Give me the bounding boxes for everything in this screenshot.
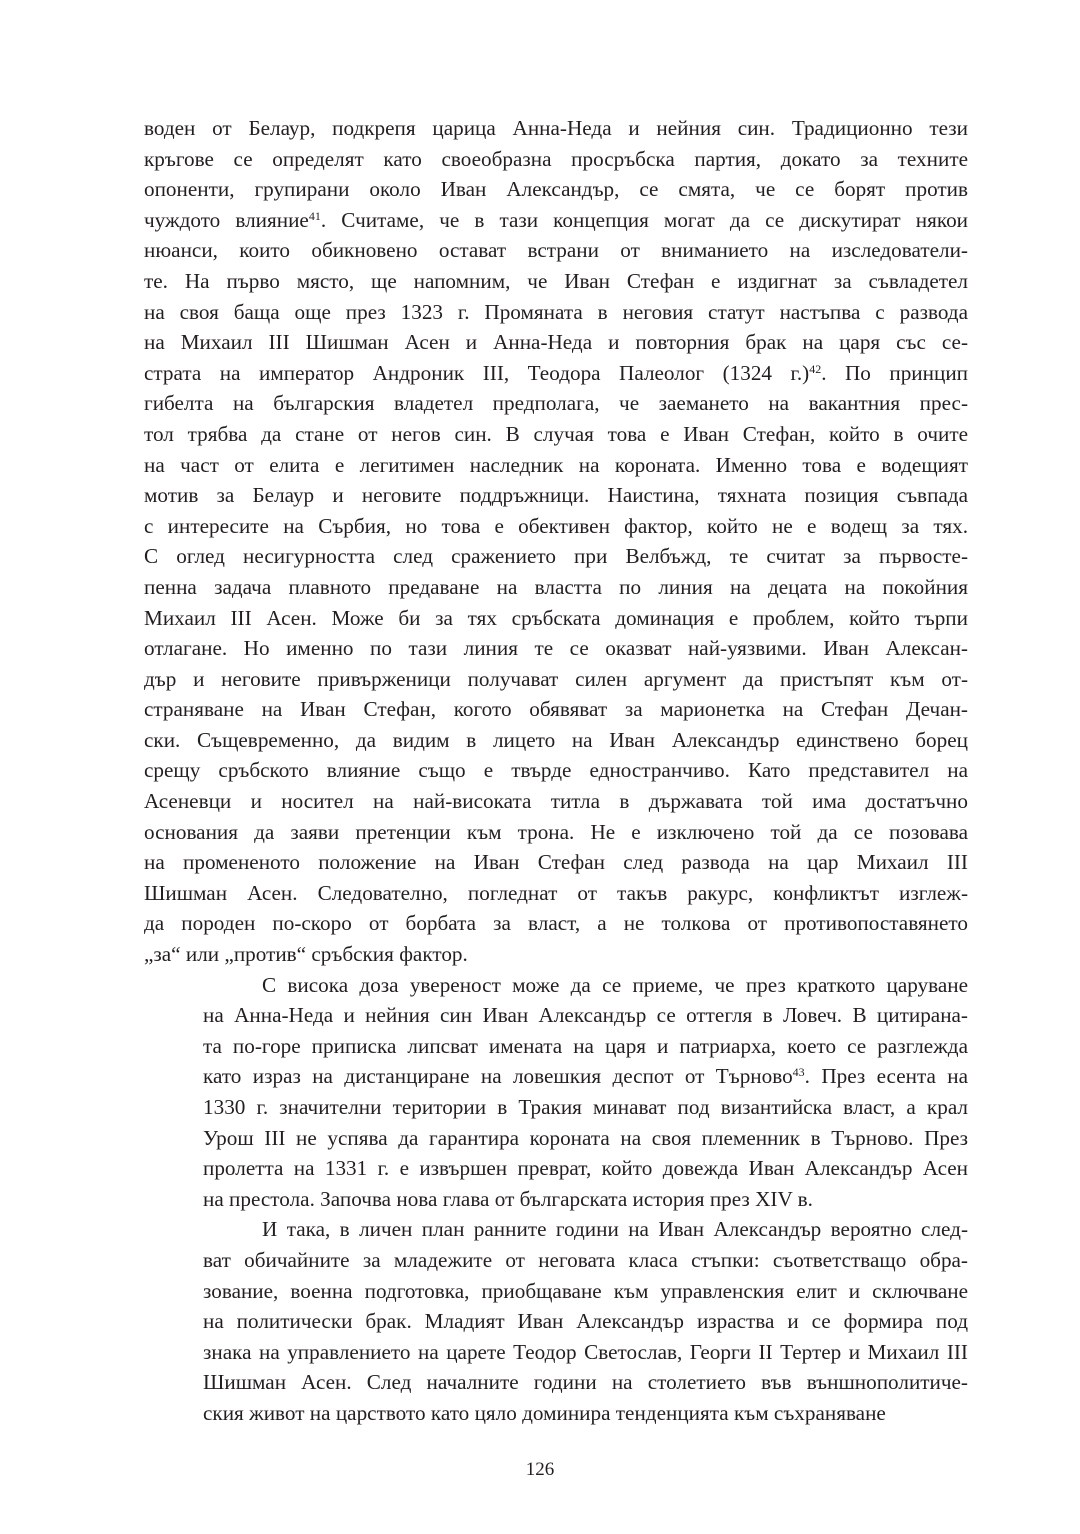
text-segment: на промененото положение на Иван Стефан след развода на цар Михаил III [144,850,968,875]
text-segment: С оглед несигурността след сражението при Велбъжд, те считат за първосте- [144,544,968,569]
text-line [144,1153,968,1184]
text-segment: на политически брак. Младият Иван Александър израства и се формира под [203,1309,968,1334]
text-segment: на своя баща още през 1323 г. Промяната в неговия статут настъпва с развода [144,299,968,324]
text-line [144,664,968,695]
text-segment: срещу сръбското влияние също е твърде едностранчиво. Като представител на [144,758,968,783]
text-line [144,1184,968,1215]
text-line [144,205,968,236]
text-segment: Шишман Асен. След началните години на столетието във външнополитиче- [203,1370,968,1395]
text-segment: воден от Белаур, подкрепя царица Анна-Неда и нейния син. Традиционно тези [144,116,968,140]
text-line [144,1031,968,1062]
text-line [144,1276,968,1307]
text-segment: знака на управлението на царете Теодор Светослав, Георги II Тертер и Михаил III [203,1339,968,1364]
text-segment: дър и неговите привърженици получават силен аргумент да пристъпят към от- [144,666,968,691]
text-line [144,480,968,511]
text-segment: чуждото влияние [144,207,309,232]
text-line [144,755,968,786]
text-segment: страта на император Андроник III, Теодора Палеолог (1324 г.) [144,360,810,385]
text-line [144,878,968,909]
text-line [144,1000,968,1031]
text-segment: да породен по-скоро от борбата за власт, а не толкова от противопоставянето [144,911,968,936]
text-line [144,327,968,358]
text-line [144,541,968,572]
text-line [144,1398,968,1429]
text-line [144,786,968,817]
text-line [144,1214,968,1245]
text-line [144,1245,968,1276]
text-segment: . През есента на [804,1064,968,1089]
text-line [144,297,968,328]
text-segment: ски. Същевременно, да видим в лицето на Иван Александър единствено борец [144,727,968,752]
paragraph [144,1214,968,1428]
text-line [144,572,968,603]
text-segment: зование, военна подготовка, приобщаване към управленския елит и сключване [203,1278,968,1303]
text-line [144,847,968,878]
text-line [144,266,968,297]
text-line [144,817,968,848]
text-segment: основания да заяви претенции към трона. Не е изключено той да се позовава [144,819,968,844]
text-line [144,633,968,664]
text-segment: И така, в личен план ранните години на Иван Александър вероятно след- [262,1217,968,1242]
footnote-ref: 43 [792,1065,805,1080]
text-line [144,1367,968,1398]
page-number: 126 [525,1459,555,1480]
text-segment: 1330 г. значителни територии в Тракия минават под византийска власт, а крал [203,1095,968,1119]
text-line [144,939,968,970]
text-segment: кръгове се определят като своеобразна просръбска партия, докато за техните [144,146,968,171]
text-segment: мотив за Белаур и неговите поддръжници. Наистина, тяхната позиция съвпада [144,483,968,508]
text-line [144,1337,968,1368]
text-segment: гибелта на българския владетел предполага, че заемането на вакантния прес- [144,391,968,416]
text-line [144,144,968,175]
text-segment: Михаил III Асен. Може би за тях сръбската доминация е проблем, който търпи [144,605,968,630]
text-segment: като израз на дистанциране на ловешкия деспот от Търново [203,1064,793,1089]
text-segment: тол трябва да стане от негов син. В случая това е Иван Стефан, който в очите [144,421,968,446]
text-line [144,113,968,144]
text-line [144,388,968,419]
text-segment: опоненти, групирани около Иван Александър, се смята, че се борят против [144,177,968,202]
text-segment: на престола. Започва нова глава от българската история през XIV в. [203,1186,813,1211]
text-segment: страняване на Иван Стефан, когото обявяват за марионетка на Стефан Дечан- [144,697,968,722]
text-segment: ския живот на царството като цяло доминира тенденцията към съхраняване [203,1400,886,1425]
text-segment: на Михаил III Шишман Асен и Анна-Неда и повторния брак на царя със се- [144,330,968,355]
text-line [144,603,968,634]
text-line [144,1123,968,1154]
text-segment: „за“ или „против“ сръбския фактор. [144,942,468,967]
text-line [144,358,968,389]
text-line [144,235,968,266]
text-line [144,970,968,1001]
text-segment: пролетта на 1331 г. е извършен преврат, който довежда Иван Александър Асен [203,1156,968,1181]
footnote-ref: 42 [809,361,822,376]
body-text [144,113,968,1429]
text-line [144,1306,968,1337]
paragraph [144,113,968,970]
text-line [144,419,968,450]
text-segment: . Считаме, че в тази концепция могат да се дискутират някои [320,207,968,232]
paragraph [144,970,968,1215]
text-line [144,174,968,205]
text-line [144,694,968,725]
text-segment: Шишман Асен. Следователно, погледнат от такъв ракурс, конфликтът изглеж- [144,880,968,905]
text-segment: . По принцип [821,360,968,385]
text-segment: на част от елита е легитимен наследник на короната. Именно това е водещият [144,452,968,477]
text-segment: с интересите на Сърбия, но това е обективен фактор, който не е водещ за тях. [144,513,968,538]
text-line [144,1061,968,1092]
text-segment: на Анна-Неда и нейния син Иван Александър се оттегля в Ловеч. В цитирана- [203,1003,968,1028]
text-line [144,450,968,481]
text-segment: пенна задача плавното предаване на властта по линия на децата на покойния [144,574,968,599]
text-line [144,908,968,939]
text-segment: отлагане. Но именно по тази линия те се оказват най-уязвими. Иван Алексан- [144,636,968,661]
text-segment: ват обичайните за младежите от неговата класа стъпки: съответстващо обра- [203,1247,968,1272]
text-line [144,511,968,542]
text-segment: Урош III не успява да гарантира короната на своя племенник в Търново. През [203,1125,968,1150]
text-segment: нюанси, които обикновено остават встрани от вниманието на изследователи- [144,238,968,263]
text-segment: та по-горе приписка липсват имената на царя и патриарха, което се разглежда [203,1033,968,1058]
text-segment: С висока доза увереност може да се приеме, че през краткото царуване [262,972,968,997]
text-segment: Асеневци и носител на най-високата титла в държавата той има достатъчно [144,789,968,814]
footnote-ref: 41 [308,208,321,223]
text-segment: те. На първо място, ще напомним, че Иван Стефан е издигнат за съвладетел [144,268,968,293]
text-line [144,725,968,756]
text-line [144,1092,968,1123]
